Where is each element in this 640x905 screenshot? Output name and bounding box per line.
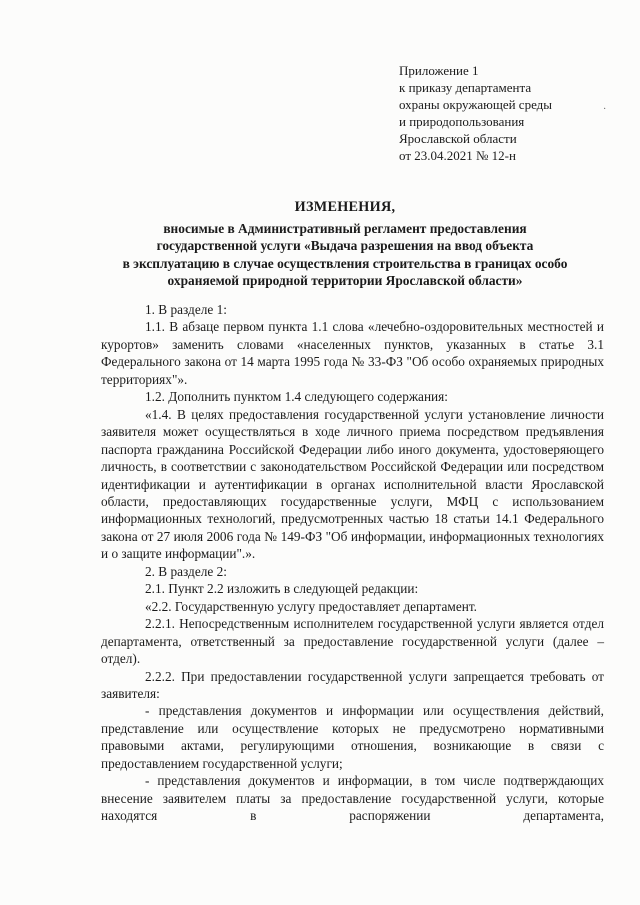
header-line: к приказу департамента	[399, 80, 532, 95]
appendix-header	[399, 62, 552, 164]
paragraph-1-1: 1.1. В абзаце первом пункта 1.1 слова «лечебно-оздоровительных местностей и курортов» заменить словами «населенных пунктов, указанных в статье 3.1 Федерального закона от 14 марта 1995 года № 33-ФЗ "Об особо охраняемых природных территориях"».	[101, 319, 604, 387]
paragraph-1-4: «1.4. В целях предоставления государственной услуги установление личности заявителя может осуществляться в ходе личного приема посредством предъявления паспорта гражданина Российской Федерации либо иного документа, удостоверяющего личность, в соответствии с законодательством Российской Федерации или посредством идентификации и аутентификации в органах исполнительной власти Ярославской области, предоставляющих государственные услуги, МФЦ с использованием информационных технологий, предусмотренных частью 18 статьи 14.1 Федерального закона от 27 июля 2006 года № 149-ФЗ "Об информации, информационных технологиях и о защите информации".».	[101, 406, 604, 562]
paragraph-section-1: 1. В разделе 1:	[145, 302, 227, 317]
paragraph-2-2: «2.2. Государственную услугу предоставляет департамент.	[145, 598, 477, 614]
paragraph-2-2-1: 2.2.1. Непосредственным исполнителем государственной услуги является отдел департамента, ответственный за предоставление государственной услуги (далее – отдел).	[101, 616, 604, 667]
title-subtitle-line: охраняемой природной территории Ярославской области»	[167, 272, 523, 288]
title-subtitle-line: вносимые в Административный регламент предоставления	[163, 221, 527, 237]
paragraph-1-2: 1.2. Дополнить пунктом 1.4 следующего содержания:	[145, 389, 448, 405]
paragraph-bullet-1: - представления документов и информации или осуществления действий, представление или осуществление которых не предусмотрено нормативными правовыми актами, регулирующими отношения, возникающие в связи с предоставлением государственной услуги;	[101, 703, 604, 771]
title-heading: ИЗМЕНЕНИЯ,	[294, 199, 396, 215]
title-subtitle-line: в эксплуатацию в случае осуществления строительства в границах особо	[122, 255, 568, 271]
header-line: от 23.04.2021 № 12-н	[399, 148, 516, 163]
scan-speck: ·	[603, 104, 607, 115]
paragraph-2-2-2: 2.2.2. При предоставлении государственной услуги запрещается требовать от заявителя:	[101, 668, 604, 701]
document-body	[101, 301, 604, 825]
document-title	[95, 199, 595, 289]
paragraph-2-1: 2.1. Пункт 2.2 изложить в следующей редакции:	[145, 581, 419, 597]
header-line: охраны окружающей среды	[399, 97, 553, 112]
header-line: Ярославской области	[399, 131, 517, 146]
paragraph-bullet-2: - представления документов и информации, в том числе подтверждающих внесение заявителем платы за предоставление государственной услуги, которые находятся в распоряжении департамента,	[101, 773, 604, 824]
header-line: и природопользования	[399, 114, 525, 129]
title-subtitle-line: государственной услуги «Выдача разрешения на ввод объекта	[156, 238, 534, 254]
header-line: Приложение 1	[399, 63, 479, 78]
paragraph-section-2: 2. В разделе 2:	[145, 563, 227, 579]
